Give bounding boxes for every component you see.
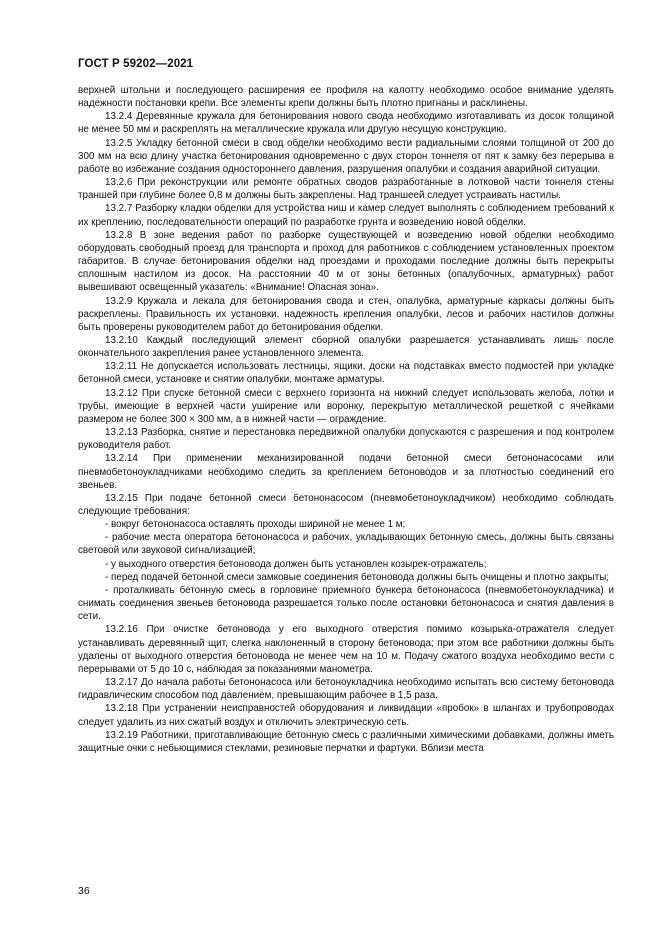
paragraph-13-2-6: 13.2.6 При реконструкции или ремонте обратных сводов разработанные в лотковой части тоннеля стены траншей при глубине более 0,8 м должны быть закреплены. Над траншеей следует устраивать настилы. bbox=[78, 177, 614, 202]
paragraph-13-2-13: 13.2.13 Разборка, снятие и перестановка передвижной опалубки допускаются с разрешения и под контролем руководителя работ. bbox=[78, 427, 614, 452]
paragraph-13-2-8: 13.2.8 В зоне ведения работ по разборке существующей и возведению новой обделки необходимо оборудовать свободный проезд для транспорта и проход для работников с соблюдением установленных проектом габаритов. В случае бетонирования обделки над проездами и проходами последние должны быть перекрыты сплошным настилом из досок. На расстоянии 40 м от зоны бетонных (опалубочных, арматурных) работ вывешивают освещенный указатель: «Внимание! Опасная зона». bbox=[78, 229, 614, 294]
paragraph-13-2-10: 13.2.10 Каждый последующий элемент сборной опалубки разрешается устанавливать лишь после окончательного закрепления ранее установленного элемента. bbox=[78, 334, 614, 360]
paragraph-13-2-9: 13.2.9 Кружала и лекала для бетонирования свода и стен, опалубка, арматурные каркасы должны быть раскреплены. Правильность их установки, надежность крепления опалубки, лесов и рабочих настилов должны быть проверены руководителем работ до бетонирования обделки. bbox=[78, 295, 614, 333]
paragraph-13-2-12: 13.2.12 При спуске бетонной смеси с верхнего горизонта на нижний следует использовать желоба, лотки и трубы, имеющие в верхней части уширение или воронку, перекрытую металлической решеткой с ячейками размером не более 300 × 300 мм, а в нижней части — ограждение. bbox=[78, 387, 614, 425]
paragraph-continuation: верхней штольни и последующего расширения ее профиля на калотту необходимо особое внимание уделять надежности постановки крепи. Все элементы крепи должны быть плотно пригнаны и расклинены. bbox=[78, 85, 614, 110]
paragraph-13-2-5: 13.2.5 Укладку бетонной смеси в свод обделки необходимо вести радиальными слоями толщиной от 200 до 300 мм на всю длину участка бетонирования одновременно с двух сторон тоннеля от пят к замку без перерыва в работе во избежание создания одностороннего давления, разрушения опалубки и создания аварийной ситуации. bbox=[78, 137, 614, 175]
list-item: - рабочие места оператора бетононасоса и рабочих, укладывающих бетонную смесь, должны быть связаны световой или звуковой сигнализацией; bbox=[78, 532, 614, 557]
paragraph-13-2-18: 13.2.18 При устранении неисправностей оборудования и ликвидации «пробок» в шлангах и трубопроводах следует удалить из них сжатый воздух и отключить электрическую сеть. bbox=[78, 703, 614, 728]
paragraph-13-2-16: 13.2.16 При очистке бетоновода у его выходного отверстия помимо козырька-отражателя следует устанавливать деревянный щит, слегка наклоненный в сторону бетоновода; при этом все работники должны быть удалены от выходного отверстия бетоновода не менее чем на 10 м. Подачу сжатого воздуха необходимо вести с перерывами от 5 до 10 с, наблюдая за показаниями манометра. bbox=[78, 624, 614, 675]
paragraph-13-2-7: 13.2.7 Разборку кладки обделки для устройства ниш и камер следует выполнять с соблюдением требований к их креплению, последовательности операций по разработке грунта и возведению новой обделки. bbox=[78, 203, 614, 228]
list-item: - перед подачей бетонной смеси замковые соединения бетоновода должны быть очищены и плотно закрыты; bbox=[105, 571, 610, 583]
paragraph-13-2-14: 13.2.14 При применении механизированной подачи бетонной смеси бетононасосами или пневмобетоноукладчиками необходимо следить за креплением бетоноводов и за плотностью соединений его звеньев. bbox=[78, 453, 614, 491]
paragraph-13-2-15: 13.2.15 При подаче бетонной смеси бетононасосом (пневмобетоноукладчиком) необходимо соблюдать следующие требования: bbox=[78, 492, 614, 517]
list-item: - проталкивать бетонную смесь в горловине приемного бункера бетононасоса (пневмобетоноукладчика) и снимать соединения звеньев бетоновода разрешается только после остановки бетононасоса и снятия давления в сети. bbox=[78, 584, 614, 623]
paragraph-13-2-11: 13.2.11 Не допускается использовать лестницы, ящики, доски на подставках вместо подмостей при укладке бетонной смеси, установке и снятии опалубки, монтаже арматуры. bbox=[78, 361, 614, 386]
page-number: 36 bbox=[78, 885, 90, 897]
list-item: - вокруг бетононасоса оставлять проходы шириной не менее 1 м; bbox=[105, 519, 406, 531]
paragraph-13-2-19: 13.2.19 Работники, приготавливающие бетонную смесь с различными химическими добавками, должны иметь защитные очки с небьющимися стеклами, резиновые перчатки и фартуки. Вблизи места bbox=[78, 729, 614, 754]
document-header: ГОСТ Р 59202—2021 bbox=[78, 58, 194, 70]
list-item: - у выходного отверстия бетоновода должен быть установлен козырек-отражатель; bbox=[105, 558, 487, 570]
paragraph-13-2-4: 13.2.4 Деревянные кружала для бетонирования нового свода необходимо изготавливать из досок толщиной не менее 50 мм и раскреплять на металлические кружала или другую несущую конструкцию. bbox=[78, 111, 614, 136]
document-body bbox=[78, 84, 614, 755]
paragraph-13-2-17: 13.2.17 До начала работы бетононасоса или бетоноукладчика необходимо испытать всю систему бетоновода гидравлическим способом под давлением, превышающим рабочее в 1,5 раза. bbox=[78, 677, 614, 702]
